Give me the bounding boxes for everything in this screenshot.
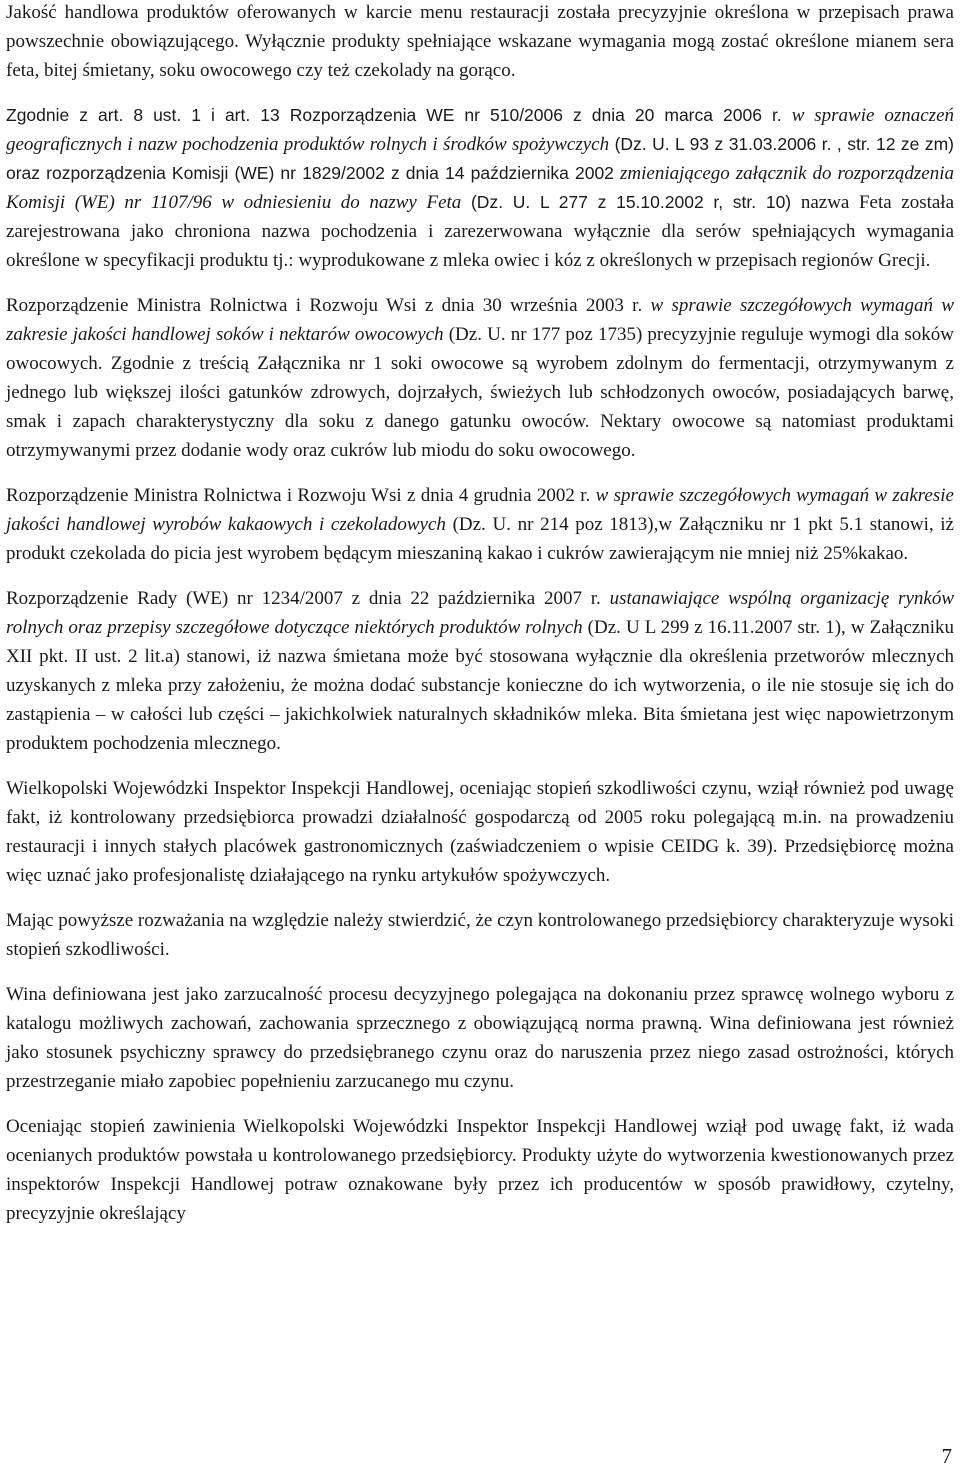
italic-text: w sprawie szczegółowych wymagań w zakresie jakości handlowej soków i nektarów owocowych	[6, 295, 954, 345]
italic-text: w sprawie oznaczeń geograficznych i nazw pochodzenia produktów rolnych i środków spożywczych	[6, 105, 954, 155]
paragraph-text: Rozporządzenie Ministra Rolnictwa i Rozwoju Wsi z dnia 4 grudnia 2002 r.	[6, 485, 596, 506]
paragraph-text: Mając powyższe rozważania na względzie należy stwierdzić, że czyn kontrolowanego przedsiębiorcy charakteryzuje wysoki stopień szkodliwości.	[6, 910, 954, 960]
italic-text: ustanawiające wspólną organizację rynków rolnych oraz przepisy szczegółowe dotyczące niektórych produktów rolnych	[6, 588, 954, 638]
document-body	[6, 0, 954, 1244]
paragraph-1	[6, 0, 954, 85]
paragraph-text: Rozporządzenie Ministra Rolnictwa i Rozwoju Wsi z dnia 30 września 2003 r.	[6, 295, 651, 316]
paragraph-4	[6, 481, 954, 568]
paragraph-8	[6, 980, 954, 1096]
paragraph-text: Rozporządzenie Rady (WE) nr 1234/2007 z dnia 22 października 2007 r.	[6, 588, 610, 609]
paragraph-7	[6, 906, 954, 964]
paragraph-text: Zgodnie z art. 8 ust. 1 i art. 13 Rozporządzenia WE nr 510/2006 z dnia 20 marca 2006 r.	[6, 105, 792, 125]
italic-text: zmieniającego załącznik do rozporządzenia Komisji (WE) nr 1107/96 w odniesieniu do nazwy Feta	[6, 163, 954, 213]
paragraph-9	[6, 1112, 954, 1228]
paragraph-2	[6, 101, 954, 275]
paragraph-6	[6, 774, 954, 890]
paragraph-text: Wina definiowana jest jako zarzucalność procesu decyzyjnego polegająca na dokonaniu przez sprawcę wolnego wyboru z katalogu możliwych zachowań, zachowania sprzecznego z obowiązującą norma prawną. Wina definiowana jest również jako stosunek psychiczny sprawcy do przedsiębranego czynu oraz do naruszenia przez niego zasad ostrożności, których przestrzeganie miało zapobiec popełnieniu zarzucanego mu czynu.	[6, 984, 954, 1092]
paragraph-text: nazwa Feta została zarejestrowana jako chroniona nazwa pochodzenia i zarezerwowana wyłącznie dla serów spełniających wymagania określone w specyfikacji produktu tj.: wyprodukowane z mleka owiec i kóz z określonych w przepisach regionów Grecji.	[6, 192, 955, 271]
paragraph-text: (Dz. U. L 93 z 31.03.2006 r. , str. 12 ze zm) oraz rozporządzenia Komisji (WE) nr 1829/2002 z dnia 14 października 2002	[6, 134, 954, 183]
paragraph-text: Oceniając stopień zawinienia Wielkopolski Wojewódzki Inspektor Inspekcji Handlowej wziął pod uwagę fakt, iż wada ocenianych produktów powstała u kontrolowanego przedsiębiorcy. Produkty użyte do wytworzenia kwestionowanych przez inspektorów Inspekcji Handlowej potraw oznakowane były przez ich producentów w sposób prawidłowy, czytelny, precyzyjnie określający	[6, 1116, 954, 1224]
paragraph-text: Wielkopolski Wojewódzki Inspektor Inspekcji Handlowej, oceniając stopień szkodliwości czynu, wziął również pod uwagę fakt, iż kontrolowany przedsiębiorca prowadzi działalność gospodarczą od 2005 roku polegającą m.in. na prowadzeniu restauracji i innych stałych placówek gastronomicznych (zaświadczeniem o wpisie CEIDG k. 39). Przedsiębiorcę można więc uznać jako profesjonalistę działającego na rynku artykułów spożywczych.	[6, 778, 954, 886]
paragraph-text: (Dz. U. nr 177 poz 1735) precyzyjnie reguluje wymogi dla soków owocowych. Zgodnie z treścią Załącznika nr 1 soki owocowe są wyrobem zdolnym do fermentacji, otrzymywanym z jednego lub większej ilości gatunków zdrowych, dojrzałych, świeżych lub schłodzonych owoców, posiadających barwę, smak i zapach charakterystyczny dla soku z danego gatunku owoców. Nektary owocowe są natomiast produktami otrzymywanymi przez dodanie wody oraz cukrów lub miodu do soku owocowego.	[6, 324, 954, 461]
paragraph-5	[6, 584, 954, 758]
italic-text: w sprawie szczegółowych wymagań w zakresie jakości handlowej wyrobów kakaowych i czekoladowych	[6, 485, 954, 535]
paragraph-text: (Dz. U. L 277 z 15.10.2002 r, str. 10)	[461, 192, 801, 212]
paragraph-3	[6, 291, 954, 465]
paragraph-text: (Dz. U. nr 214 poz 1813),w Załączniku nr 1 pkt 5.1 stanowi, iż produkt czekolada do picia jest wyrobem będącym mieszaniną kakao i cukrów zawierającym nie mniej niż 25%kakao.	[6, 514, 954, 564]
paragraph-text: Jakość handlowa produktów oferowanych w karcie menu restauracji została precyzyjnie określona w przepisach prawa powszechnie obowiązującego. Wyłącznie produkty spełniające wskazane wymagania mogą zostać określone mianem sera feta, bitej śmietany, soku owocowego czy też czekolady na gorąco.	[6, 2, 954, 81]
page-number: 7	[941, 1444, 952, 1468]
paragraph-text: (Dz. U L 299 z 16.11.2007 str. 1), w Załączniku XII pkt. II ust. 2 lit.a) stanowi, iż nazwa śmietana może być stosowana wyłącznie dla określenia przetworów mlecznych uzyskanych z mleka przy założeniu, że można dodać substancje konieczne do ich wytworzenia, o ile nie stosuje się ich do zastąpienia – w całości lub części – jakichkolwiek naturalnych składników mleka. Bita śmietana jest więc napowietrzonym produktem pochodzenia mlecznego.	[6, 617, 954, 754]
